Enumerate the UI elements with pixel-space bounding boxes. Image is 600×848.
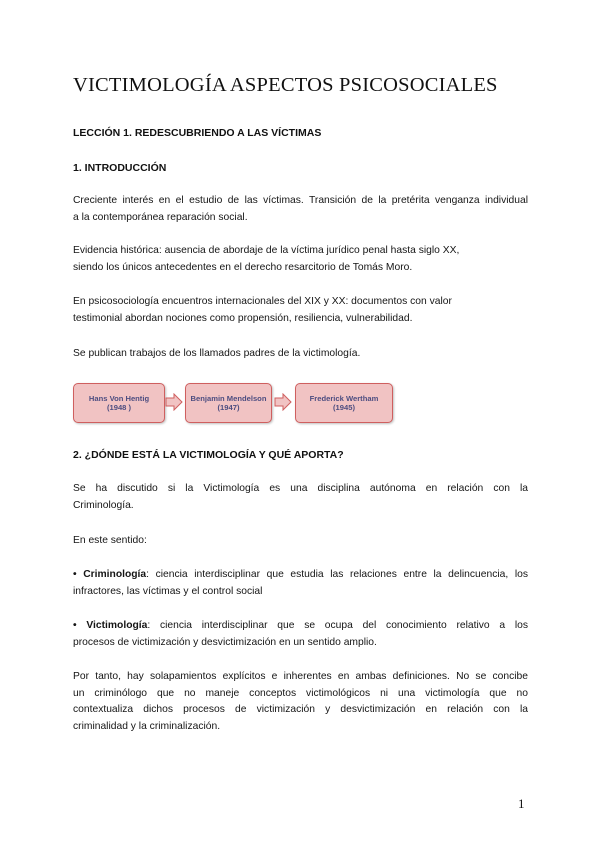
- right-arrow-icon: [165, 393, 183, 411]
- paragraph-discusion: [73, 481, 528, 514]
- text-line: Criminología.: [73, 499, 134, 511]
- definition-text: : ciencia interdisciplinar que se ocupa del conocimiento relativo a los: [147, 620, 528, 631]
- term-victimologia: Victimología: [86, 620, 148, 631]
- paragraph-evidencia: [73, 243, 528, 276]
- text-line: Por tanto, hay solapamientos explícitos e inherentes en ambas definiciones. No se concibe: [73, 671, 528, 682]
- definition-text: : ciencia interdisciplinar que estudia las relaciones entre la delincuencia, los: [146, 569, 528, 580]
- text-line: En este sentido:: [73, 535, 147, 546]
- bullet-victimologia: [73, 618, 528, 651]
- paragraph-interes: [73, 193, 528, 226]
- text-line: procesos de victimización y desvictimización en un sentido amplio.: [73, 636, 377, 648]
- paragraph-solapamientos: [73, 669, 528, 735]
- text-line: a la contemporánea reparación social.: [73, 211, 248, 223]
- section-heading-donde-esta: 2. ¿DÓNDE ESTÁ LA VICTIMOLOGÍA Y QUÉ APORTA?: [73, 449, 344, 461]
- diagram-box-mendelson: [185, 383, 272, 423]
- term-criminologia: Criminología: [83, 569, 147, 580]
- text-line: un criminólogo que no maneje conceptos victimológicos ni una victimología que no: [73, 687, 528, 699]
- text-line: criminalidad y la criminalización.: [73, 720, 221, 732]
- bullet-marker: •: [73, 569, 77, 580]
- bullet-criminologia: [73, 567, 528, 600]
- text-line: contextualiza dichos procesos de victimización y desvictimización en relación con la: [73, 704, 528, 715]
- diagram-box-hentig: [73, 383, 165, 423]
- text-line: [73, 618, 528, 635]
- text-line: Se publican trabajos de los llamados padres de la victimología.: [73, 348, 361, 359]
- diagram-box-wertham: [295, 383, 393, 423]
- diagram-box-label: Hans Von Hentig (1948 ): [88, 394, 150, 412]
- bullet-marker: •: [73, 620, 77, 631]
- text-line: Evidencia histórica: ausencia de abordaje de la víctima jurídico penal hasta siglo XX,: [73, 245, 460, 256]
- diagram-box-label: Benjamin Mendelson (1947): [190, 394, 267, 412]
- text-line: En psicosociología encuentros internacionales del XIX y XX: documentos con valor: [73, 296, 452, 307]
- paragraph-psicosociologia: [73, 294, 528, 327]
- paragraph-padres: [73, 346, 528, 363]
- paragraph-en-este-sentido: [73, 533, 528, 550]
- text-line: testimonial abordan nociones como propensión, resiliencia, vulnerabilidad.: [73, 312, 413, 324]
- text-line: siendo los únicos antecedentes en el derecho resarcitorio de Tomás Moro.: [73, 261, 413, 273]
- page-number: 1: [518, 796, 525, 811]
- text-line: Se ha discutido si la Victimología es una disciplina autónoma en relación con la: [73, 483, 528, 494]
- text-line: [73, 567, 528, 584]
- right-arrow-icon: [274, 393, 292, 411]
- section-heading-introduccion: 1. INTRODUCCIÓN: [73, 162, 167, 174]
- diagram-box-label: Frederick Wertham (1945): [309, 394, 379, 412]
- text-line: Creciente interés en el estudio de las víctimas. Transición de la pretérita venganza individual: [73, 195, 528, 206]
- document-title: VICTIMOLOGÍA ASPECTOS PSICOSOCIALES: [73, 74, 498, 96]
- fathers-of-victimology-diagram: [73, 381, 393, 423]
- text-line: infractores, las víctimas y el control social: [73, 585, 263, 597]
- lesson-heading: LECCIÓN 1. REDESCUBRIENDO A LAS VÍCTIMAS: [73, 127, 322, 139]
